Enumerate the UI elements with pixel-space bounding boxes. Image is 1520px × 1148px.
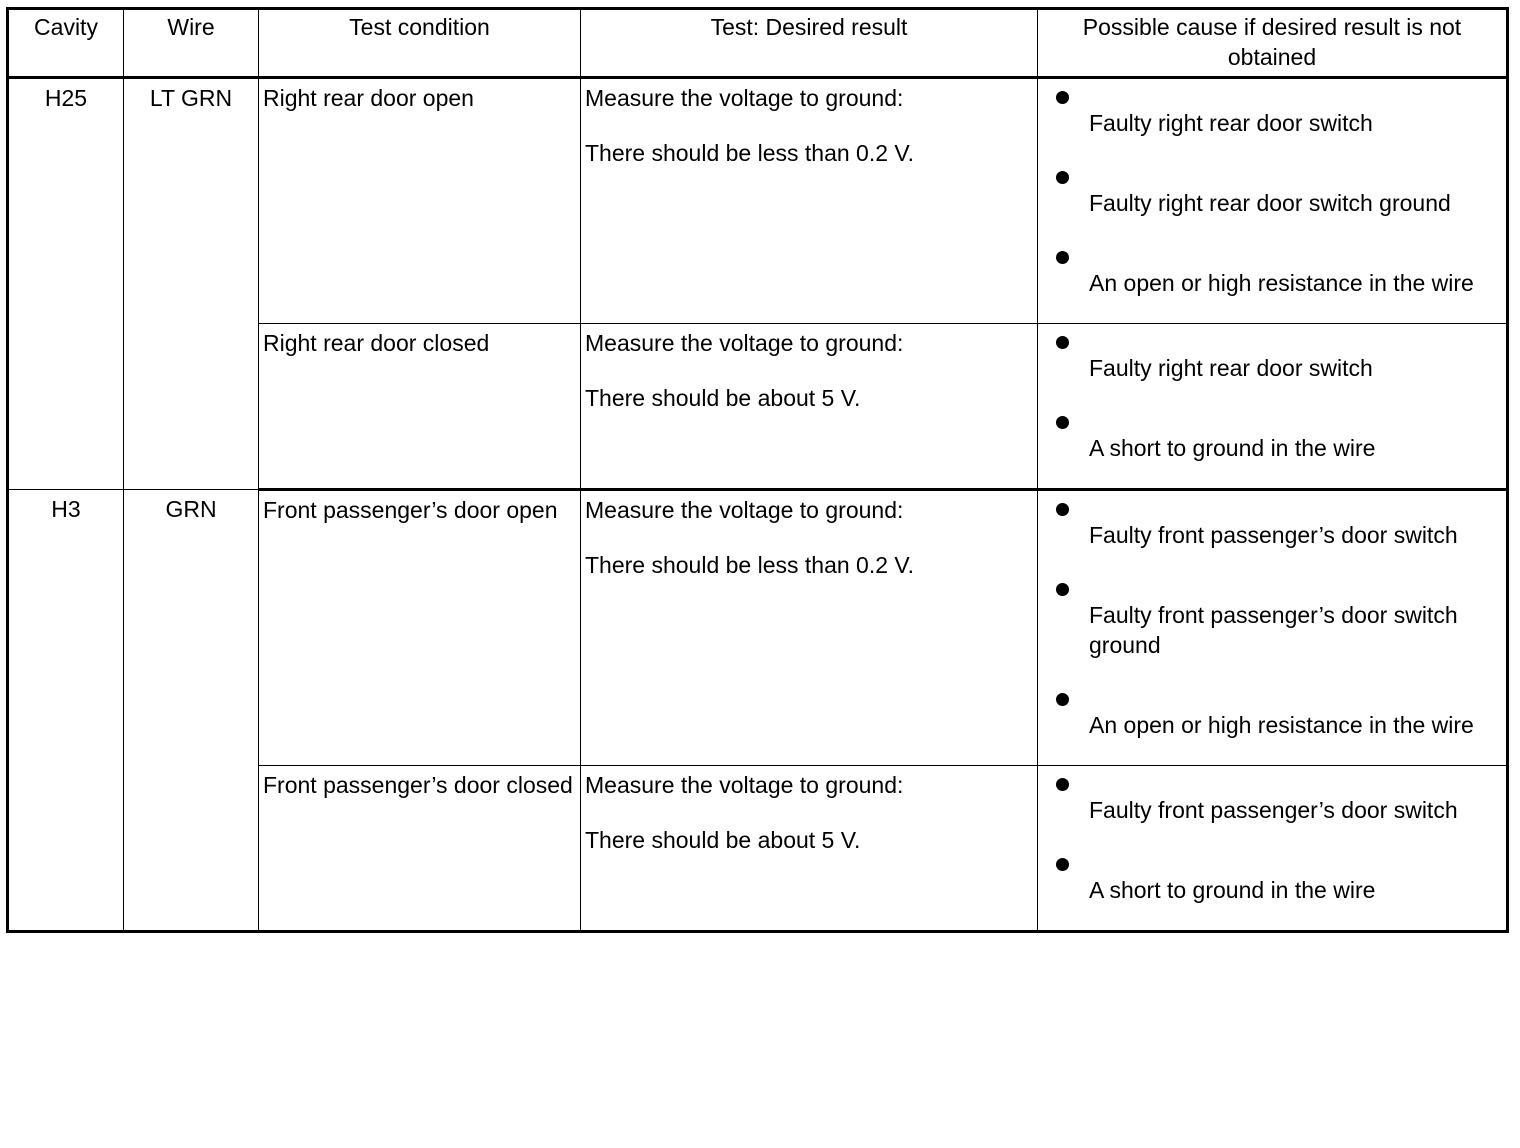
- result-spacer: [585, 800, 1031, 825]
- cause-item: [1038, 328, 1502, 383]
- header-row: [8, 9, 1508, 78]
- bullet-icon: [1038, 408, 1502, 433]
- cause-text: A short to ground in the wire: [1089, 435, 1376, 461]
- cause-item: [1038, 575, 1502, 660]
- header-wire: Wire: [124, 9, 259, 78]
- cause-list: [1038, 324, 1506, 463]
- test-condition-cell: Right rear door closed: [259, 324, 581, 490]
- cause-item: [1038, 83, 1502, 138]
- cause-list: [1038, 491, 1506, 740]
- result-line: There should be less than 0.2 V.: [585, 140, 915, 166]
- cause-text: Faulty front passenger’s door switch ground: [1089, 602, 1458, 658]
- cause-text: An open or high resistance in the wire: [1089, 270, 1474, 296]
- result-spacer: [585, 525, 1031, 550]
- cause-text: An open or high resistance in the wire: [1089, 712, 1474, 738]
- table-body: [8, 78, 1508, 932]
- possible-cause-cell: [1038, 490, 1508, 766]
- possible-cause-cell: [1038, 78, 1508, 324]
- header-desired-result: Test: Desired result: [581, 9, 1038, 78]
- bullet-icon: [1038, 163, 1502, 188]
- cause-item: [1038, 408, 1502, 463]
- desired-result-cell: [581, 324, 1038, 490]
- cause-list: [1038, 766, 1506, 905]
- result-line: Measure the voltage to ground:: [585, 330, 904, 356]
- desired-result-cell: [581, 490, 1038, 766]
- test-condition-cell: Right rear door open: [259, 78, 581, 324]
- cause-text: Faulty right rear door switch ground: [1089, 190, 1451, 216]
- cause-list: [1038, 79, 1506, 298]
- result-line: Measure the voltage to ground:: [585, 772, 904, 798]
- cause-item: [1038, 770, 1502, 825]
- table-header: [8, 9, 1508, 78]
- result-line: There should be about 5 V.: [585, 827, 861, 853]
- cavity-cell: H3: [8, 490, 124, 932]
- result-spacer: [585, 113, 1031, 138]
- desired-result-cell: [581, 766, 1038, 932]
- header-possible-cause: Possible cause if desired result is not obtained: [1038, 9, 1508, 78]
- cause-text: Faulty front passenger’s door switch: [1089, 797, 1458, 823]
- result-line: Measure the voltage to ground:: [585, 497, 904, 523]
- result-line: There should be about 5 V.: [585, 385, 861, 411]
- result-spacer: [585, 358, 1031, 383]
- possible-cause-cell: [1038, 324, 1508, 490]
- bullet-icon: [1038, 850, 1502, 875]
- cause-text: A short to ground in the wire: [1089, 877, 1376, 903]
- header-test-condition: Test condition: [259, 9, 581, 78]
- wire-cell: LT GRN: [124, 78, 259, 490]
- test-condition-cell: Front passenger’s door closed: [259, 766, 581, 932]
- diagnostic-table: [6, 7, 1509, 933]
- cause-text: Faulty right rear door switch: [1089, 355, 1373, 381]
- bullet-icon: [1038, 495, 1502, 520]
- cause-text: Faulty front passenger’s door switch: [1089, 522, 1458, 548]
- possible-cause-cell: [1038, 766, 1508, 932]
- result-line: There should be less than 0.2 V.: [585, 552, 915, 578]
- bullet-icon: [1038, 83, 1502, 108]
- header-cavity: Cavity: [8, 9, 124, 78]
- cause-item: [1038, 243, 1502, 298]
- cause-item: [1038, 495, 1502, 550]
- desired-result-cell: [581, 78, 1038, 324]
- bullet-icon: [1038, 243, 1502, 268]
- cavity-cell: H25: [8, 78, 124, 490]
- table-row: [8, 78, 1508, 324]
- test-condition-cell: Front passenger’s door open: [259, 490, 581, 766]
- wire-cell: GRN: [124, 490, 259, 932]
- bullet-icon: [1038, 328, 1502, 353]
- cause-item: [1038, 685, 1502, 740]
- cause-item: [1038, 850, 1502, 905]
- result-line: Measure the voltage to ground:: [585, 85, 904, 111]
- bullet-icon: [1038, 685, 1502, 710]
- table-row: [8, 490, 1508, 766]
- bullet-icon: [1038, 575, 1502, 600]
- cause-text: Faulty right rear door switch: [1089, 110, 1373, 136]
- cause-item: [1038, 163, 1502, 218]
- bullet-icon: [1038, 770, 1502, 795]
